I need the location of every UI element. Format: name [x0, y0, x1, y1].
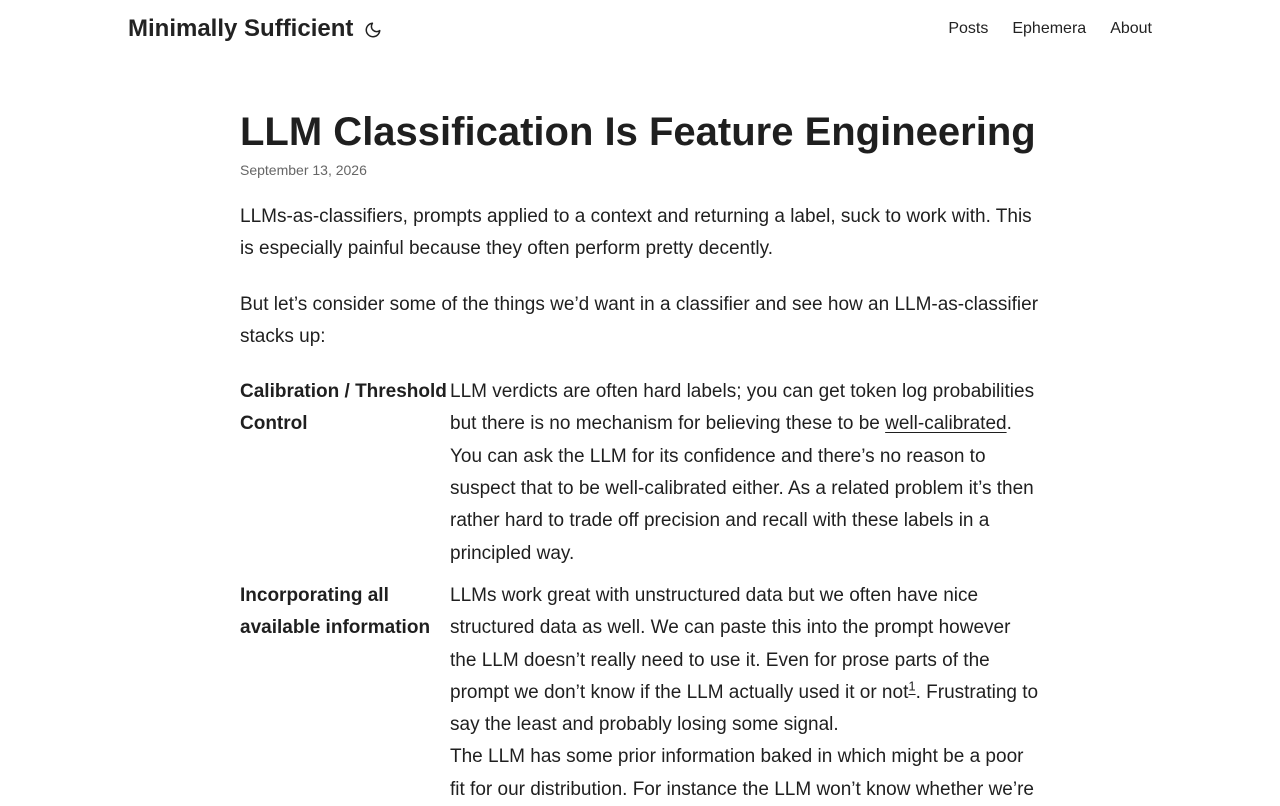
- post-date: September 13, 2026: [240, 162, 367, 178]
- site-header: [0, 0, 1280, 60]
- nav-link-about[interactable]: About: [1110, 20, 1152, 37]
- definition-paragraph: The LLM has some prior information baked in which might be a poor fit for our distribution. For instance the LLM won’t know whether we’re: [450, 746, 1034, 800]
- post-title: LLM Classification Is Feature Engineering: [240, 110, 1036, 154]
- article: [240, 107, 1040, 806]
- moon-icon[interactable]: [363, 20, 383, 40]
- site-title[interactable]: Minimally Sufficient: [128, 15, 354, 42]
- definition-text: . Frustrating to say the least and probably losing some signal.: [450, 681, 1039, 736]
- criteria-list: [240, 376, 1040, 806]
- main-nav: [948, 20, 1152, 38]
- criterion-definition-calibration: [450, 376, 1040, 570]
- definition-text: LLM verdicts are often hard labels; you can get token log probabilities but there is no mechanism for believing these to be: [450, 381, 1035, 435]
- footnote-ref: [908, 679, 915, 694]
- footnote-link[interactable]: 1: [908, 678, 916, 694]
- definition-paragraph: [450, 580, 1040, 741]
- lead-in-paragraph: But let’s consider some of the things we’d want in a classifier and see how an LLM-as-classifier stacks up:: [240, 293, 1039, 347]
- criterion-term-information: Incorporating all available information: [240, 584, 431, 639]
- nav-link-ephemera[interactable]: Ephemera: [1012, 20, 1087, 37]
- definition-text: LLMs work great with unstructured data but we often have nice structured data as well. We can paste this into the prompt however the LLM doesn’t really need to use it. Even for prose parts of the prompt we don’t know if the LLM actually used it or not: [450, 584, 1011, 703]
- intro-paragraph: LLMs-as-classifiers, prompts applied to a context and returning a label, suck to work with. This is especially painful because they often perform pretty decently.: [240, 206, 1032, 260]
- definition-text: . You can ask the LLM for its confidence and there’s no reason to suspect that to be well-calibrated either. As a related problem it’s then rather hard to trade off precision and recall with these labels in a principled way.: [450, 413, 1034, 564]
- criterion-definition-information: [450, 580, 1040, 806]
- criterion-term-calibration: Calibration / Threshold Control: [240, 381, 447, 435]
- well-calibrated-link[interactable]: well-calibrated: [885, 413, 1007, 435]
- nav-link-posts[interactable]: Posts: [948, 20, 989, 37]
